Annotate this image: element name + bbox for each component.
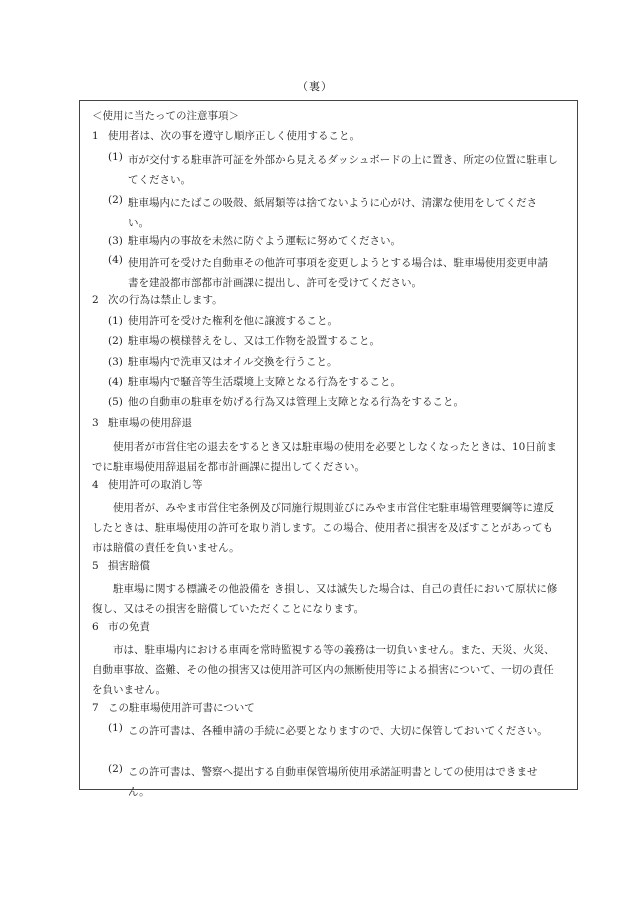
section-paragraph: 市は、駐車場内における車両を常時監視する等の義務は一切負いません。また、天災、火災、自動車事故、盗難、その他の損害又は使用許可区内の無断使用等による損害について、一切の責任を負いません。 (92, 644, 555, 696)
section-heading (92, 620, 150, 634)
section-paragraph: 使用者が市営住宅の退去をするとき又は駐車場の使用を必要としなくなったときは、10日前までに駐車場使用辞退届を都市計画課に提出してください。 (92, 441, 557, 473)
list-item (108, 193, 558, 233)
section-number: 2 (92, 294, 99, 306)
section-heading-text: 次の行為は禁止します。 (108, 294, 223, 306)
item-text: 駐車場の模様替えをし、又は工作物を設置すること。 (128, 335, 380, 347)
item-text: この許可書は、各種申請の手続に必要となりますので、大切に保管しておいてください。 (128, 725, 548, 737)
list-item (108, 355, 558, 369)
section-number: 7 (92, 702, 99, 714)
item-number: (3) (108, 356, 123, 368)
item-text: 駐車場内にたばこの吸殻、紙屑類等は捨てないように心がけ、清潔な使用をしてください。 (128, 197, 538, 229)
section-heading-text: 駐車場の使用辞退 (108, 417, 192, 429)
list-item (108, 375, 558, 389)
notice-title: ＜使用に当たっての注意事項＞ (92, 110, 239, 122)
section-heading-text: 使用許可の取消し等 (108, 479, 203, 491)
item-text: 使用許可を受けた権利を他に譲渡すること。 (128, 315, 338, 327)
item-text: 使用許可を受けた自動車その他許可事項を変更しようとする場合は、駐車場使用変更申請書を建設都市部都市計画課に提出し、許可を受けてください。 (128, 257, 548, 289)
item-number: (4) (108, 254, 123, 266)
section-heading-text: 使用者は、次の事を遵守し順序正しく使用すること。 (108, 130, 360, 142)
section-heading (92, 129, 360, 143)
item-text: 他の自動車の駐車を妨げる行為又は管理上支障となる行為をすること。 (128, 396, 464, 408)
section-heading-text: 市の免責 (108, 621, 150, 633)
item-text: 市が交付する駐車許可証を外部から見えるダッシュボードの上に置き、所定の位置に駐車してください。 (128, 154, 558, 186)
item-number: (1) (108, 722, 123, 734)
section-number: 5 (92, 560, 99, 572)
item-number: (5) (108, 396, 123, 408)
section-number: 1 (92, 130, 99, 142)
item-text: 駐車場内の事故を未然に防ぐよう運転に努めてください。 (128, 235, 401, 247)
section-number: 4 (92, 479, 99, 491)
page-side-label: （裏） (297, 80, 333, 93)
section-paragraph: 使用者が、みやま市営住宅条例及び同施行規則並びにみやま市営住宅駐車場管理要綱等に違反したときは、駐車場使用の許可を取り消します。この場合、使用者に損害を及ぼすことがあっても市は賠償の責任を負いません。 (92, 502, 554, 554)
list-item (108, 762, 558, 802)
item-text: この許可書は、警察へ提出する自動車保管場所使用承諾証明書としての使用はできません。 (128, 766, 538, 798)
list-item (108, 314, 558, 328)
list-item (108, 150, 558, 190)
item-number: (1) (108, 315, 123, 327)
item-number: (4) (108, 376, 123, 388)
list-item (108, 395, 558, 409)
section-paragraph: 駐車場に関する標識その他設備を き損し、又は滅失した場合は、自己の責任において原状に修復し、又はその損害を賠償していただくことになります。 (92, 583, 558, 615)
section-heading (92, 701, 255, 715)
item-number: (2) (108, 763, 123, 775)
list-item (108, 253, 558, 293)
list-item (108, 721, 558, 741)
section-heading (92, 478, 203, 492)
list-item (108, 334, 558, 348)
item-text: 駐車場内で洗車又はオイル交換を行うこと。 (128, 356, 338, 368)
item-number: (3) (108, 235, 123, 247)
item-number: (1) (108, 151, 123, 163)
notice-box (79, 100, 578, 798)
section-heading (92, 416, 192, 430)
list-item (108, 234, 558, 248)
item-number: (2) (108, 335, 123, 347)
item-number: (2) (108, 194, 123, 206)
section-number: 6 (92, 621, 99, 633)
section-heading (92, 293, 223, 307)
section-number: 3 (92, 417, 99, 429)
item-text: 駐車場内で騒音等生活環境上支障となる行為をすること。 (128, 376, 401, 388)
section-heading (92, 559, 150, 573)
section-heading-text: この駐車場使用許可書について (108, 702, 255, 714)
section-heading-text: 損害賠償 (108, 560, 150, 572)
